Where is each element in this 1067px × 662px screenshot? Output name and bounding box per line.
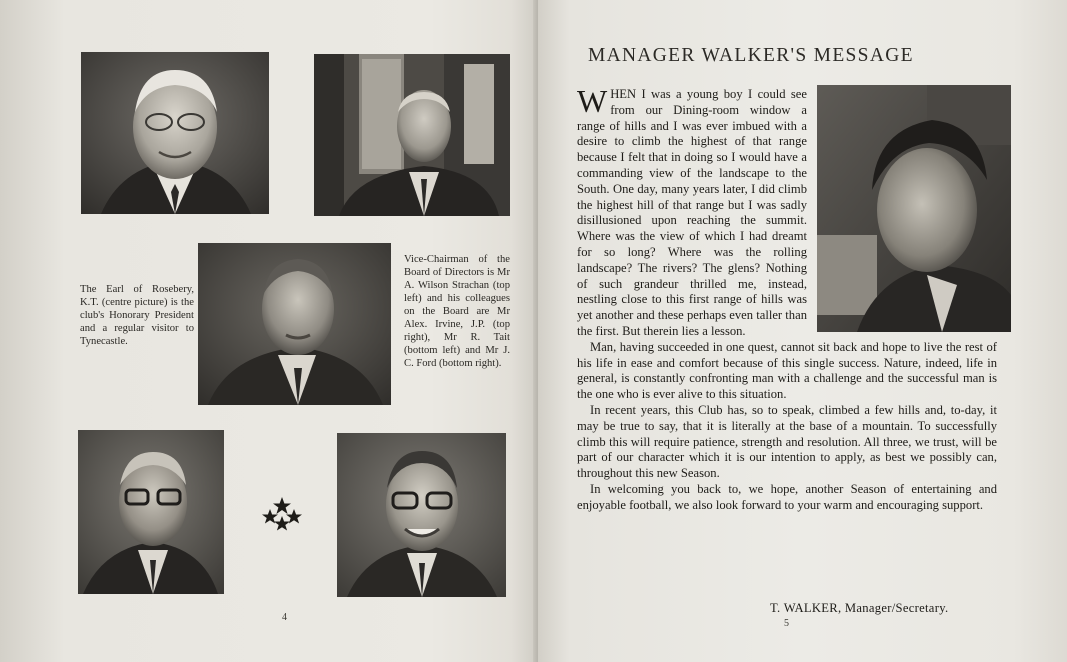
page-number-left: 4 <box>282 612 287 623</box>
right-page <box>538 0 1067 662</box>
message-paragraph-1: WHEN I was a young boy I could see from our Dining-room window a range of hills and I was ever imbued with a desire to climb the highest of that range because I felt that in doing so I would have a commanding view of the landscape to the South. One day, many years later, I did climb the highest hill of that range but I was sadly disillusioned upon reaching the summit. Where was the view of which I had dreamt for so long? Where was the rolling landscape? The rivers? The glens? Nothing of such grandeur thrilled me, instead, nestling close to this first range of hills was yet another and these perhaps even taller than the first. But therein lies a lesson. <box>577 83 807 338</box>
page-number-right: 5 <box>784 618 789 629</box>
page-title: MANAGER WALKER'S MESSAGE <box>588 45 914 66</box>
signature: T. WALKER, Manager/Secretary. <box>770 601 949 615</box>
message-paragraph-2: Man, having succeeded in one quest, cannot sit back and hope to live the rest of his life in ease and comfort because of this single success. Nature, indeed, life in general, is constantly confronting man with a challenge and the successful man is the one who is ever alive to this situation. <box>577 339 997 402</box>
portrait-photo-bottom-left <box>78 430 224 594</box>
portrait-photo-top-left <box>81 52 269 214</box>
board-caption: Vice-Chairman of the Board of Directors is Mr A. Wilson Strachan (top left) and his colleagues on the Board are Mr Alex. Irvine, J.P. (top right), Mr R. Tait (bottom left) and Mr J. C. Ford (bottom right). <box>404 254 510 369</box>
manager-portrait-photo <box>817 85 1011 332</box>
three-stars-icon <box>262 496 302 532</box>
portrait-photo-bottom-right <box>337 433 506 597</box>
portrait-photo-centre <box>198 243 391 405</box>
message-body <box>577 83 997 514</box>
message-paragraph-4: In welcoming you back to, we hope, another Season of entertaining and enjoyable football, we also look forward to your warm and encouraging support. <box>577 481 997 512</box>
portrait-photo-top-right <box>314 54 510 216</box>
message-paragraph-3: In recent years, this Club has, so to speak, climbed a few hills and, to-day, it may be true to say, that it is literally at the base of a mountain. To successfully climb this will require patience, strength and resolution. All three, we trust, will be part of our character which it is our intention to apply, as best we possibly can, throughout this new Season. <box>577 402 997 481</box>
rosebery-caption: The Earl of Rosebery, K.T. (centre picture) is the club's Honorary President and a regular visitor to Tynecastle. <box>80 284 194 347</box>
